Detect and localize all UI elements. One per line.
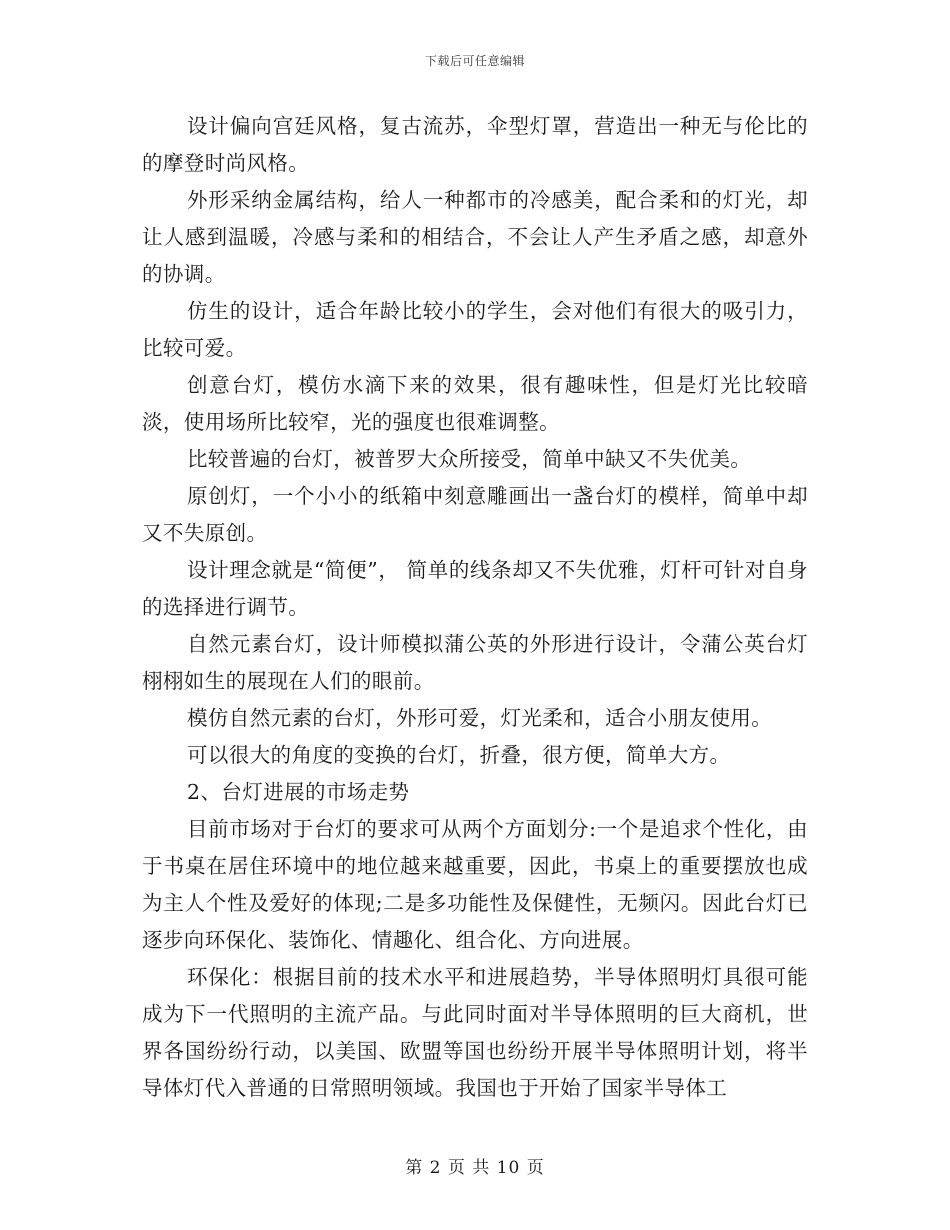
paragraph: 目前市场对于台灯的要求可从两个方面划分:一个是追求个性化，由于书桌在居住环境中的地位越来越重要，因此，书桌上的重要摆放也成为主人个性及爱好的体现;二是多功能性及保健性，无频闪。因此台灯已逐步向环保化、装饰化、情趣化、组合化、方向进展。	[142, 817, 808, 952]
paragraph: 外形采纳金属结构，给人一种都市的冷感美，配合柔和的灯光，却让人感到温暖，冷感与柔和的相结合，不会让人产生矛盾之感，却意外的协调。	[142, 188, 808, 286]
paragraph: 原创灯，一个小小的纸箱中刻意雕画出一盏台灯的模样，简单中却又不失原创。	[142, 484, 808, 545]
paragraph: 设计偏向宫廷风格，复古流苏，伞型灯罩，营造出一种无与伦比的的摩登时尚风格。	[142, 114, 808, 175]
paragraph: 设计理念就是“简便”， 简单的线条却又不失优雅，灯杆可针对自身的选择进行调节。	[142, 558, 808, 619]
document-body	[142, 108, 808, 1107]
paragraph: 比较普遍的台灯，被普罗大众所接受，简单中缺又不失优美。	[187, 447, 752, 471]
paragraph: 模仿自然元素的台灯，外形可爱，灯光柔和，适合小朋友使用。	[187, 706, 773, 730]
paragraph: 环保化：根据目前的技术水平和进展趋势，半导体照明灯具很可能成为下一代照明的主流产品。与此同时面对半导体照明的巨大商机，世界各国纷纷行动，以美国、欧盟等国也纷纷开展半导体照明计划，将半导体灯代入普通的日常照明领域。我国也于开始了国家半导体工	[142, 965, 808, 1100]
paragraph: 自然元素台灯，设计师模拟蒲公英的外形进行设计，令蒲公英台灯栩栩如生的展现在人们的眼前。	[142, 632, 808, 693]
paragraph: 可以很大的角度的变换的台灯，折叠，很方便，简单大方。	[187, 743, 731, 767]
paragraph: 仿生的设计，适合年龄比较小的学生，会对他们有很大的吸引力，比较可爱。	[142, 299, 808, 360]
page-header: 下载后可任意编辑	[424, 54, 525, 68]
paragraph: 创意台灯，模仿水滴下来的效果，很有趣味性，但是灯光比较暗淡，使用场所比较窄，光的强度也很难调整。	[142, 373, 808, 434]
page-footer: 第 2 页 共 10 页	[405, 1158, 545, 1178]
section-heading: 2、台灯进展的市场走势	[187, 780, 410, 804]
